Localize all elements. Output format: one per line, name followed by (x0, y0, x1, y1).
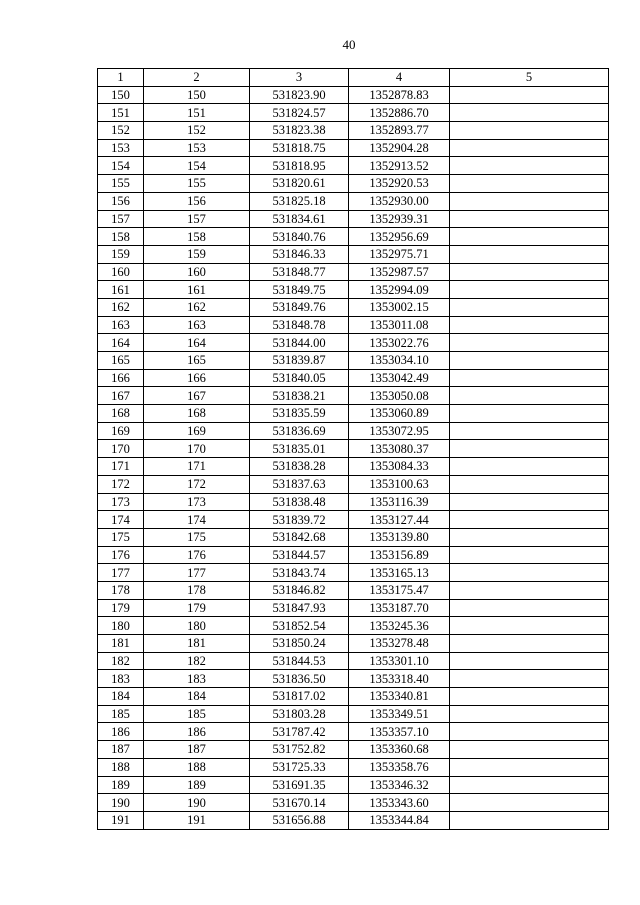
table-cell-col-4: 1353346.32 (349, 776, 450, 794)
table-cell-col-4: 1353357.10 (349, 723, 450, 741)
table-cell-col-4: 1353156.89 (349, 546, 450, 564)
table-cell-col-4: 1353011.08 (349, 316, 450, 334)
table-row (98, 776, 609, 794)
table-cell-col-2: 151 (144, 104, 250, 122)
table-cell-col-3: 531803.28 (250, 705, 349, 723)
table-body (98, 86, 609, 829)
table-cell-col-1: 158 (98, 228, 144, 246)
table-cell-col-2: 190 (144, 794, 250, 812)
column-header-4: 4 (349, 69, 450, 87)
table-cell-col-1: 154 (98, 157, 144, 175)
table-cell-col-5 (450, 422, 609, 440)
table-cell-col-2: 171 (144, 458, 250, 476)
table-row (98, 263, 609, 281)
table-cell-col-1: 184 (98, 688, 144, 706)
table-cell-col-4: 1353349.51 (349, 705, 450, 723)
table-cell-col-4: 1353002.15 (349, 298, 450, 316)
table-cell-col-3: 531818.75 (250, 139, 349, 157)
table-cell-col-2: 150 (144, 86, 250, 104)
table-cell-col-2: 155 (144, 175, 250, 193)
table-cell-col-4: 1353042.49 (349, 369, 450, 387)
table-cell-col-2: 181 (144, 635, 250, 653)
table-cell-col-4: 1353344.84 (349, 811, 450, 829)
table-cell-col-4: 1353278.48 (349, 635, 450, 653)
table-cell-col-1: 159 (98, 245, 144, 263)
table-cell-col-2: 191 (144, 811, 250, 829)
table-row (98, 705, 609, 723)
table-cell-col-5 (450, 670, 609, 688)
table-cell-col-4: 1353343.60 (349, 794, 450, 812)
table-cell-col-5 (450, 316, 609, 334)
table-cell-col-2: 165 (144, 352, 250, 370)
table-cell-col-3: 531835.01 (250, 440, 349, 458)
table-cell-col-1: 156 (98, 192, 144, 210)
table-cell-col-1: 189 (98, 776, 144, 794)
table-cell-col-3: 531846.33 (250, 245, 349, 263)
table-cell-col-4: 1352904.28 (349, 139, 450, 157)
table-row (98, 458, 609, 476)
table-cell-col-4: 1353360.68 (349, 741, 450, 759)
table-cell-col-3: 531835.59 (250, 405, 349, 423)
table-cell-col-2: 188 (144, 758, 250, 776)
table-cell-col-1: 188 (98, 758, 144, 776)
table-cell-col-3: 531843.74 (250, 564, 349, 582)
table-row (98, 245, 609, 263)
table-cell-col-2: 153 (144, 139, 250, 157)
table-cell-col-2: 175 (144, 528, 250, 546)
table-cell-col-5 (450, 281, 609, 299)
table-cell-col-1: 168 (98, 405, 144, 423)
table-cell-col-5 (450, 387, 609, 405)
coordinates-table (97, 68, 609, 830)
table-cell-col-3: 531824.57 (250, 104, 349, 122)
table-cell-col-3: 531846.82 (250, 581, 349, 599)
table-cell-col-3: 531849.76 (250, 298, 349, 316)
table-cell-col-1: 179 (98, 599, 144, 617)
table-row (98, 599, 609, 617)
table-cell-col-1: 176 (98, 546, 144, 564)
table-cell-col-3: 531840.05 (250, 369, 349, 387)
table-row (98, 493, 609, 511)
table-cell-col-5 (450, 440, 609, 458)
table-cell-col-1: 157 (98, 210, 144, 228)
table-row (98, 475, 609, 493)
table-cell-col-1: 190 (98, 794, 144, 812)
table-cell-col-1: 150 (98, 86, 144, 104)
table-cell-col-3: 531691.35 (250, 776, 349, 794)
table-row (98, 723, 609, 741)
table-cell-col-3: 531844.53 (250, 652, 349, 670)
table-cell-col-5 (450, 581, 609, 599)
table-cell-col-1: 173 (98, 493, 144, 511)
table-cell-col-3: 531839.87 (250, 352, 349, 370)
table-cell-col-5 (450, 104, 609, 122)
table-cell-col-3: 531725.33 (250, 758, 349, 776)
table-row (98, 617, 609, 635)
table-cell-col-3: 531844.57 (250, 546, 349, 564)
table-row (98, 741, 609, 759)
table-cell-col-4: 1352920.53 (349, 175, 450, 193)
table-cell-col-3: 531836.69 (250, 422, 349, 440)
table-cell-col-5 (450, 635, 609, 653)
table-cell-col-5 (450, 564, 609, 582)
table-cell-col-1: 191 (98, 811, 144, 829)
table-cell-col-4: 1353187.70 (349, 599, 450, 617)
table-cell-col-5 (450, 298, 609, 316)
table-row (98, 758, 609, 776)
table-cell-col-5 (450, 617, 609, 635)
table-cell-col-1: 167 (98, 387, 144, 405)
table-cell-col-5 (450, 705, 609, 723)
table-row (98, 86, 609, 104)
table-cell-col-2: 154 (144, 157, 250, 175)
table-cell-col-5 (450, 210, 609, 228)
table-cell-col-2: 177 (144, 564, 250, 582)
table-cell-col-4: 1353245.36 (349, 617, 450, 635)
table-cell-col-3: 531825.18 (250, 192, 349, 210)
column-header-1: 1 (98, 69, 144, 87)
table-cell-col-4: 1353084.33 (349, 458, 450, 476)
table-cell-col-4: 1353022.76 (349, 334, 450, 352)
table-cell-col-5 (450, 369, 609, 387)
table-row (98, 192, 609, 210)
table-cell-col-1: 185 (98, 705, 144, 723)
table-cell-col-5 (450, 811, 609, 829)
table-row (98, 546, 609, 564)
table-cell-col-3: 531817.02 (250, 688, 349, 706)
table-cell-col-2: 169 (144, 422, 250, 440)
table-row (98, 652, 609, 670)
table-cell-col-1: 160 (98, 263, 144, 281)
table-cell-col-3: 531850.24 (250, 635, 349, 653)
table-cell-col-4: 1352913.52 (349, 157, 450, 175)
table-row (98, 387, 609, 405)
table-cell-col-1: 165 (98, 352, 144, 370)
table-cell-col-4: 1353175.47 (349, 581, 450, 599)
table-cell-col-2: 185 (144, 705, 250, 723)
table-cell-col-3: 531818.95 (250, 157, 349, 175)
table-cell-col-2: 176 (144, 546, 250, 564)
table-cell-col-3: 531840.76 (250, 228, 349, 246)
table-row (98, 511, 609, 529)
table-cell-col-1: 186 (98, 723, 144, 741)
table-cell-col-3: 531752.82 (250, 741, 349, 759)
table-cell-col-3: 531836.50 (250, 670, 349, 688)
table-cell-col-3: 531838.21 (250, 387, 349, 405)
table-row (98, 316, 609, 334)
table-cell-col-1: 171 (98, 458, 144, 476)
table-cell-col-5 (450, 352, 609, 370)
table-cell-col-4: 1352939.31 (349, 210, 450, 228)
table-cell-col-3: 531823.38 (250, 122, 349, 140)
table-cell-col-4: 1352893.77 (349, 122, 450, 140)
column-header-2: 2 (144, 69, 250, 87)
table-cell-col-1: 177 (98, 564, 144, 582)
column-header-5: 5 (450, 69, 609, 87)
table-cell-col-4: 1353139.80 (349, 528, 450, 546)
table-row (98, 334, 609, 352)
table-cell-col-4: 1353340.81 (349, 688, 450, 706)
table-cell-col-3: 531848.77 (250, 263, 349, 281)
table-cell-col-5 (450, 157, 609, 175)
table-cell-col-5 (450, 776, 609, 794)
table-cell-col-1: 164 (98, 334, 144, 352)
table-cell-col-3: 531852.54 (250, 617, 349, 635)
table-cell-col-5 (450, 599, 609, 617)
table-row (98, 139, 609, 157)
table-row (98, 104, 609, 122)
table-cell-col-4: 1353050.08 (349, 387, 450, 405)
table-cell-col-1: 155 (98, 175, 144, 193)
table-row (98, 688, 609, 706)
table-cell-col-5 (450, 263, 609, 281)
table-cell-col-2: 167 (144, 387, 250, 405)
table-cell-col-4: 1353358.76 (349, 758, 450, 776)
table-cell-col-1: 153 (98, 139, 144, 157)
table-cell-col-5 (450, 334, 609, 352)
table-cell-col-4: 1352975.71 (349, 245, 450, 263)
table-row (98, 157, 609, 175)
table-cell-col-2: 174 (144, 511, 250, 529)
table-cell-col-5 (450, 511, 609, 529)
table-cell-col-4: 1353318.40 (349, 670, 450, 688)
table-cell-col-3: 531656.88 (250, 811, 349, 829)
table-row (98, 440, 609, 458)
table-cell-col-4: 1352956.69 (349, 228, 450, 246)
table-cell-col-1: 178 (98, 581, 144, 599)
table-row (98, 352, 609, 370)
table-cell-col-3: 531849.75 (250, 281, 349, 299)
table-cell-col-3: 531844.00 (250, 334, 349, 352)
table-cell-col-3: 531823.90 (250, 86, 349, 104)
table-cell-col-2: 166 (144, 369, 250, 387)
table-row (98, 298, 609, 316)
table-cell-col-2: 159 (144, 245, 250, 263)
table-cell-col-5 (450, 741, 609, 759)
table-cell-col-3: 531820.61 (250, 175, 349, 193)
table-cell-col-1: 183 (98, 670, 144, 688)
table-cell-col-1: 169 (98, 422, 144, 440)
table-cell-col-1: 181 (98, 635, 144, 653)
table-header-row (98, 69, 609, 87)
table-cell-col-2: 189 (144, 776, 250, 794)
table-cell-col-5 (450, 794, 609, 812)
table-row (98, 210, 609, 228)
table-cell-col-5 (450, 458, 609, 476)
table-cell-col-4: 1353100.63 (349, 475, 450, 493)
table-cell-col-5 (450, 405, 609, 423)
table-cell-col-3: 531787.42 (250, 723, 349, 741)
table-cell-col-3: 531848.78 (250, 316, 349, 334)
table-cell-col-2: 172 (144, 475, 250, 493)
table-row (98, 369, 609, 387)
table-cell-col-5 (450, 493, 609, 511)
table-cell-col-5 (450, 475, 609, 493)
table-cell-col-2: 184 (144, 688, 250, 706)
table-cell-col-2: 162 (144, 298, 250, 316)
table-cell-col-2: 157 (144, 210, 250, 228)
table-cell-col-1: 166 (98, 369, 144, 387)
table-cell-col-3: 531839.72 (250, 511, 349, 529)
table-cell-col-2: 178 (144, 581, 250, 599)
table-cell-col-1: 170 (98, 440, 144, 458)
table-cell-col-2: 179 (144, 599, 250, 617)
table-cell-col-2: 163 (144, 316, 250, 334)
table-cell-col-1: 152 (98, 122, 144, 140)
table-cell-col-5 (450, 528, 609, 546)
table-cell-col-4: 1352886.70 (349, 104, 450, 122)
table-cell-col-3: 531670.14 (250, 794, 349, 812)
table-cell-col-5 (450, 758, 609, 776)
table-row (98, 794, 609, 812)
table-cell-col-5 (450, 723, 609, 741)
table-cell-col-2: 160 (144, 263, 250, 281)
table-cell-col-3: 531838.48 (250, 493, 349, 511)
table-cell-col-2: 173 (144, 493, 250, 511)
table-cell-col-4: 1352994.09 (349, 281, 450, 299)
table-cell-col-4: 1353072.95 (349, 422, 450, 440)
table-cell-col-1: 180 (98, 617, 144, 635)
table-row (98, 811, 609, 829)
table-cell-col-5 (450, 245, 609, 263)
table-cell-col-2: 164 (144, 334, 250, 352)
table-cell-col-5 (450, 688, 609, 706)
table-cell-col-3: 531834.61 (250, 210, 349, 228)
table-cell-col-2: 186 (144, 723, 250, 741)
table-cell-col-4: 1353116.39 (349, 493, 450, 511)
table-cell-col-5 (450, 122, 609, 140)
table-row (98, 564, 609, 582)
table-row (98, 228, 609, 246)
table-cell-col-1: 187 (98, 741, 144, 759)
table-cell-col-1: 182 (98, 652, 144, 670)
table-row (98, 122, 609, 140)
table-cell-col-5 (450, 175, 609, 193)
table-cell-col-1: 162 (98, 298, 144, 316)
table-cell-col-3: 531847.93 (250, 599, 349, 617)
table-cell-col-2: 180 (144, 617, 250, 635)
table-row (98, 670, 609, 688)
table-cell-col-2: 170 (144, 440, 250, 458)
table-row (98, 635, 609, 653)
table-cell-col-2: 161 (144, 281, 250, 299)
table-cell-col-2: 168 (144, 405, 250, 423)
table-cell-col-5 (450, 192, 609, 210)
column-header-3: 3 (250, 69, 349, 87)
table-cell-col-4: 1352878.83 (349, 86, 450, 104)
page-number: 40 (342, 37, 356, 52)
table-row (98, 405, 609, 423)
table-cell-col-5 (450, 652, 609, 670)
table-cell-col-4: 1352987.57 (349, 263, 450, 281)
table-cell-col-5 (450, 86, 609, 104)
table-cell-col-3: 531838.28 (250, 458, 349, 476)
table-cell-col-1: 163 (98, 316, 144, 334)
table-cell-col-1: 151 (98, 104, 144, 122)
table-cell-col-4: 1353165.13 (349, 564, 450, 582)
table-row (98, 528, 609, 546)
table-cell-col-4: 1353301.10 (349, 652, 450, 670)
table-cell-col-1: 175 (98, 528, 144, 546)
table-row (98, 175, 609, 193)
table-cell-col-2: 187 (144, 741, 250, 759)
table-cell-col-2: 158 (144, 228, 250, 246)
table-row (98, 581, 609, 599)
table-cell-col-3: 531837.63 (250, 475, 349, 493)
table-cell-col-2: 183 (144, 670, 250, 688)
table-cell-col-4: 1352930.00 (349, 192, 450, 210)
table-cell-col-4: 1353127.44 (349, 511, 450, 529)
table-cell-col-2: 156 (144, 192, 250, 210)
table-cell-col-5 (450, 139, 609, 157)
table-row (98, 281, 609, 299)
table-row (98, 422, 609, 440)
table-cell-col-3: 531842.68 (250, 528, 349, 546)
table-cell-col-2: 152 (144, 122, 250, 140)
table-cell-col-1: 174 (98, 511, 144, 529)
table-cell-col-2: 182 (144, 652, 250, 670)
table-cell-col-4: 1353080.37 (349, 440, 450, 458)
table-cell-col-5 (450, 228, 609, 246)
table-cell-col-5 (450, 546, 609, 564)
table-cell-col-1: 172 (98, 475, 144, 493)
table-cell-col-4: 1353060.89 (349, 405, 450, 423)
table-cell-col-1: 161 (98, 281, 144, 299)
table-cell-col-4: 1353034.10 (349, 352, 450, 370)
